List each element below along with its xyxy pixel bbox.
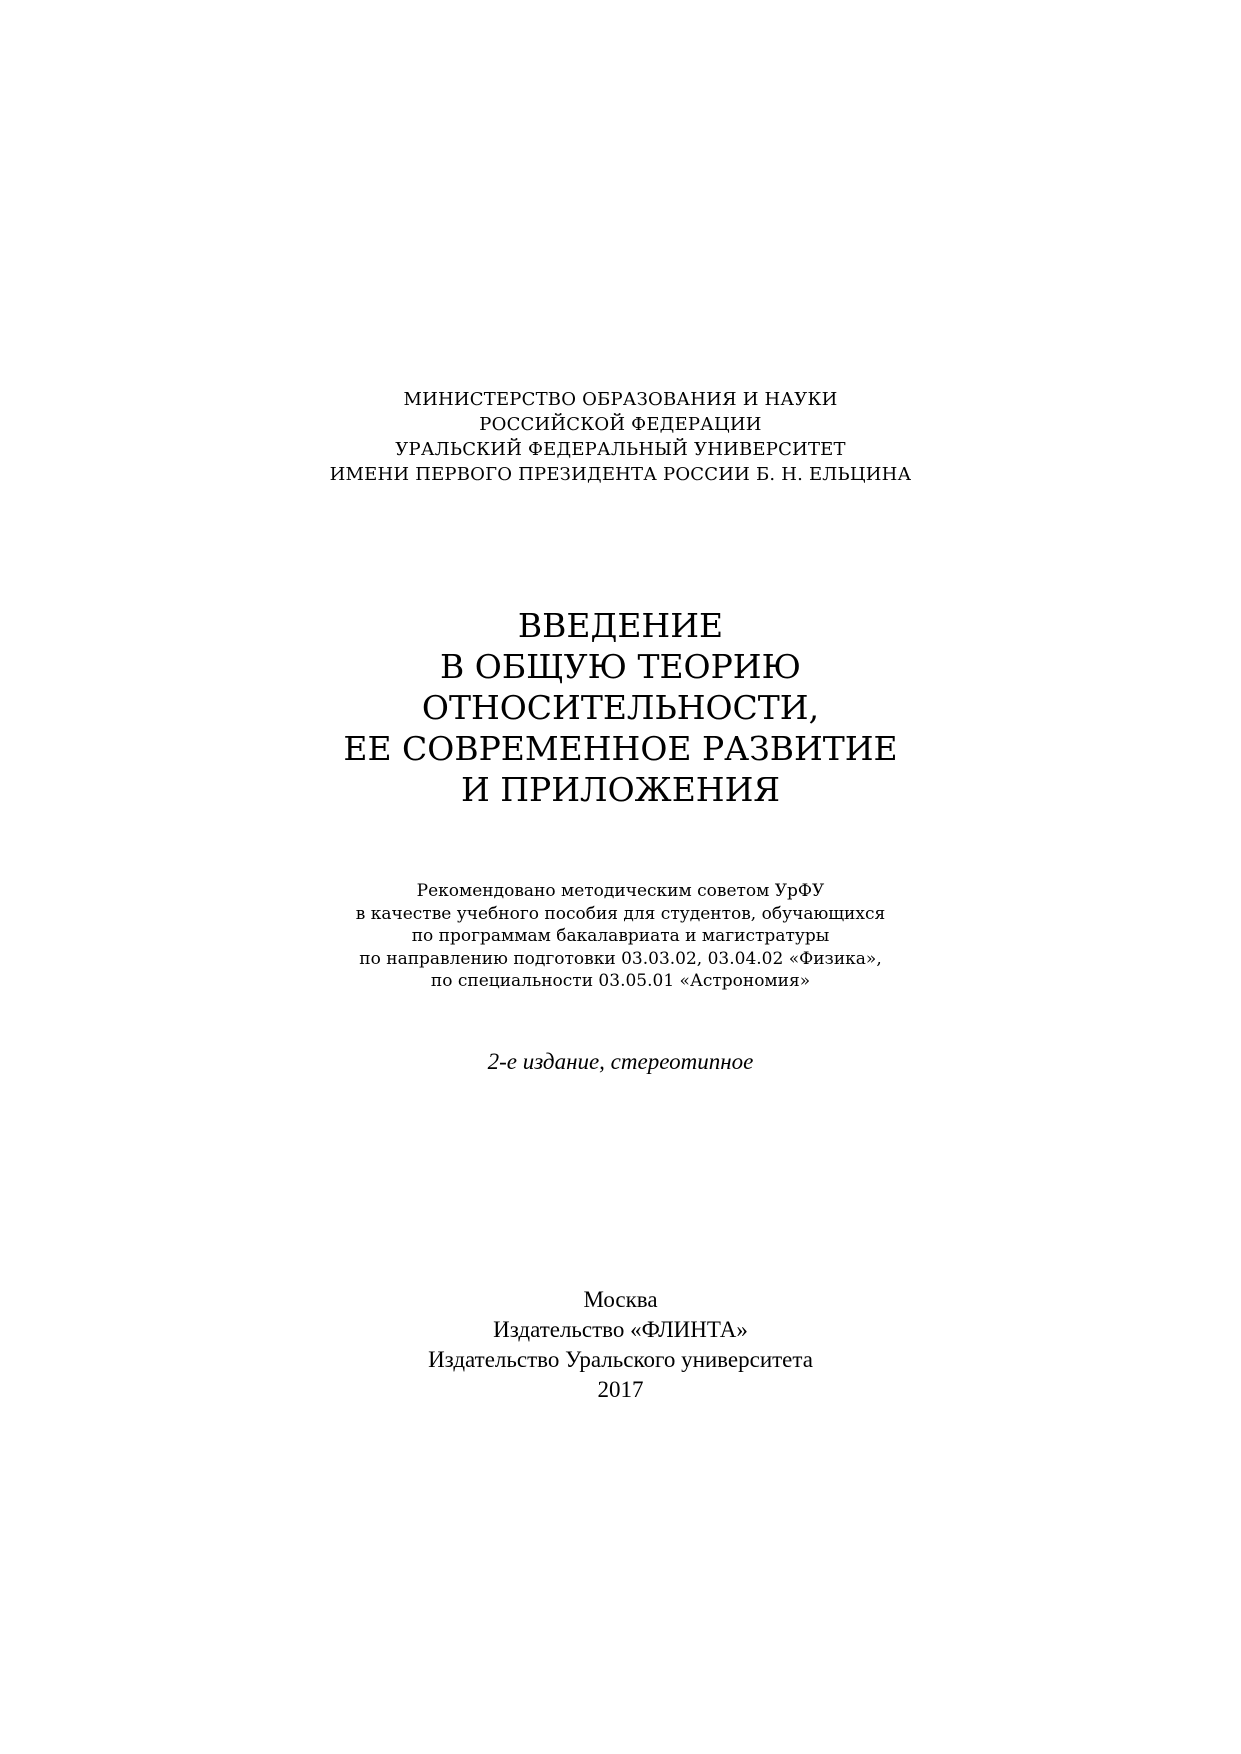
ministry-line: РОССИЙСКОЙ ФЕДЕРАЦИИ bbox=[479, 414, 762, 435]
recommendation-line: по специальности 03.05.01 «Астрономия» bbox=[430, 971, 811, 991]
title-line: ОТНОСИТЕЛЬНОСТИ, bbox=[421, 688, 820, 727]
recommendation-line: в качестве учебного пособия для студентов, обучающихся bbox=[355, 903, 886, 924]
recommendation-line: Рекомендовано методическим советом УрФУ bbox=[416, 881, 825, 901]
ministry-line: ИМЕНИ ПЕРВОГО ПРЕЗИДЕНТА РОССИИ Б. Н. ЕЛЬЦИНА bbox=[329, 464, 912, 485]
publisher-name: Издательство Уральского университета bbox=[428, 1347, 813, 1372]
recommendation-line: по программам бакалавриата и магистратуры bbox=[411, 926, 830, 946]
recommendation-line: по направлению подготовки 03.03.02, 03.04.02 «Физика», bbox=[359, 948, 882, 969]
publication-year: 2017 bbox=[597, 1377, 644, 1402]
title-line: В ОБЩУЮ ТЕОРИЮ bbox=[440, 647, 801, 686]
ministry-line: МИНИСТЕРСТВО ОБРАЗОВАНИЯ И НАУКИ bbox=[403, 389, 838, 410]
recommendation-note bbox=[0, 880, 1241, 993]
title-line: ВВЕДЕНИЕ bbox=[517, 606, 724, 645]
title-line: И ПРИЛОЖЕНИЯ bbox=[461, 770, 780, 809]
edition-note: 2-е издание, стереотипное bbox=[487, 1049, 754, 1074]
publisher-name: Издательство «ФЛИНТА» bbox=[493, 1317, 748, 1342]
ministry-line: УРАЛЬСКИЙ ФЕДЕРАЛЬНЫЙ УНИВЕРСИТЕТ bbox=[395, 439, 846, 460]
book-title bbox=[0, 605, 1241, 810]
publisher-imprint bbox=[0, 1285, 1241, 1405]
title-line: ЕЕ СОВРЕМЕННОЕ РАЗВИТИЕ bbox=[343, 729, 898, 768]
ministry-header bbox=[0, 387, 1241, 487]
publisher-city: Москва bbox=[583, 1287, 658, 1312]
